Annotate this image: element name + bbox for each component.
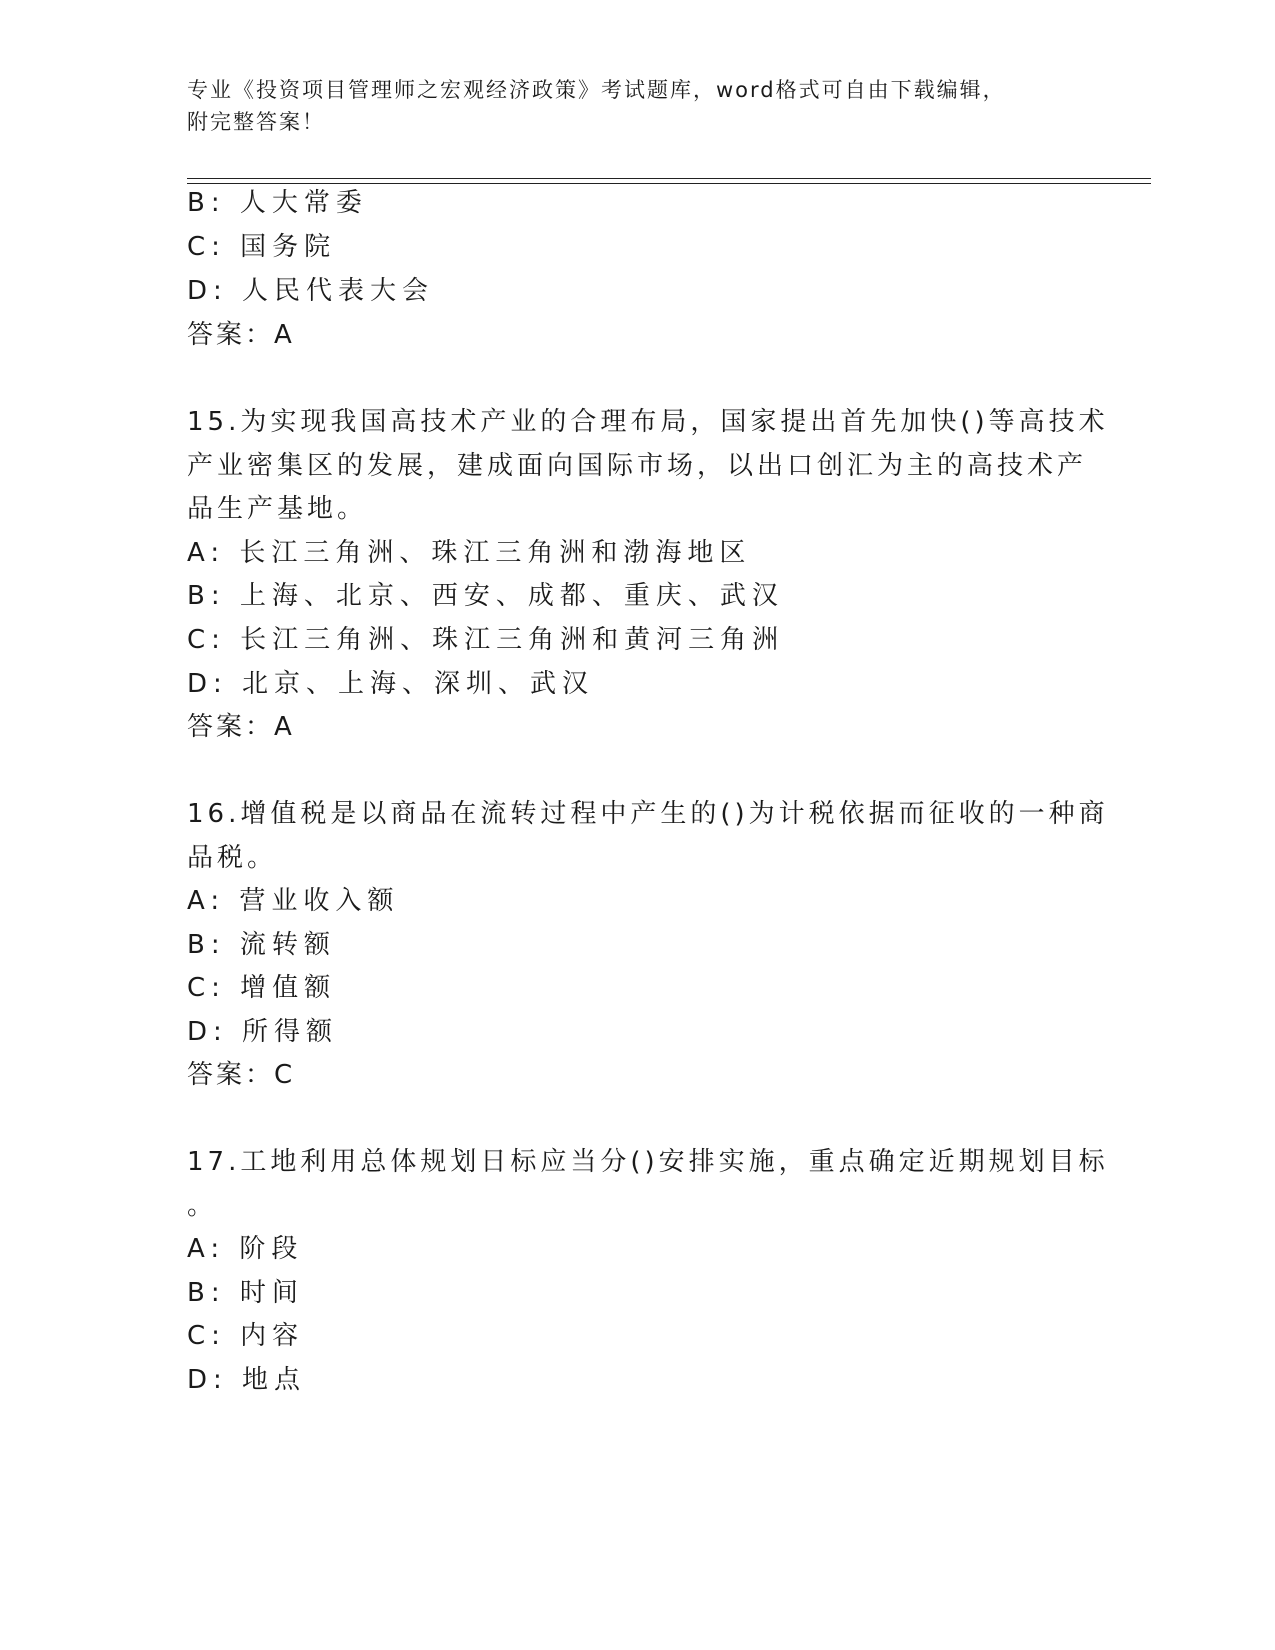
q16-option-a: A: 营业收入额 [187, 886, 400, 916]
q15-question-line-3: 品生产基地。 [187, 494, 368, 524]
q17-option-c: C: 内容 [187, 1321, 305, 1351]
q15-option-d: D: 北京、上海、深圳、武汉 [187, 669, 595, 699]
header-line-2: 附完整答案！ [187, 110, 325, 134]
q17-option-a: A: 阶段 [187, 1234, 304, 1264]
q16-answer: 答案：C [187, 1060, 296, 1090]
q14-answer: 答案：A [187, 320, 295, 350]
q17-question-line-2: 。 [187, 1191, 218, 1221]
q17-option-d: D: 地点 [187, 1365, 307, 1395]
q14-option-c: C: 国务院 [187, 232, 337, 262]
q15-question-line-2: 产业密集区的发展，建成面向国际市场，以出口创汇为主的高技术产 [187, 451, 1088, 481]
q15-question-line-1: 15.为实现我国高技术产业的合理布局，国家提出首先加快()等高技术 [187, 407, 1109, 437]
header-divider-bottom [187, 183, 1151, 184]
q17-question-line-1: 17.工地利用总体规划日标应当分()安排实施，重点确定近期规划目标 [187, 1147, 1109, 1177]
q16-option-d: D: 所得额 [187, 1017, 339, 1047]
header-divider-top [187, 178, 1151, 179]
header-line-1: 专业《投资项目管理师之宏观经济政策》考试题库，word格式可自由下载编辑， [187, 78, 1006, 102]
q16-question-line-2: 品税。 [187, 843, 278, 873]
q17-option-b: B: 时间 [187, 1278, 304, 1308]
q16-option-c: C: 增值额 [187, 973, 337, 1003]
document-header [187, 74, 1087, 138]
q16-option-b: B: 流转额 [187, 930, 336, 960]
q14-option-d: D: 人民代表大会 [187, 276, 435, 306]
q15-answer: 答案：A [187, 712, 295, 742]
q16-question-line-1: 16.增值税是以商品在流转过程中产生的()为计税依据而征收的一种商 [187, 799, 1109, 829]
q15-option-c: C: 长江三角洲、珠江三角洲和黄河三角洲 [187, 625, 785, 655]
q15-option-b: B: 上海、北京、西安、成都、重庆、武汉 [187, 581, 784, 611]
q15-option-a: A: 长江三角洲、珠江三角洲和渤海地区 [187, 538, 752, 568]
q14-option-b: B: 人大常委 [187, 188, 368, 218]
